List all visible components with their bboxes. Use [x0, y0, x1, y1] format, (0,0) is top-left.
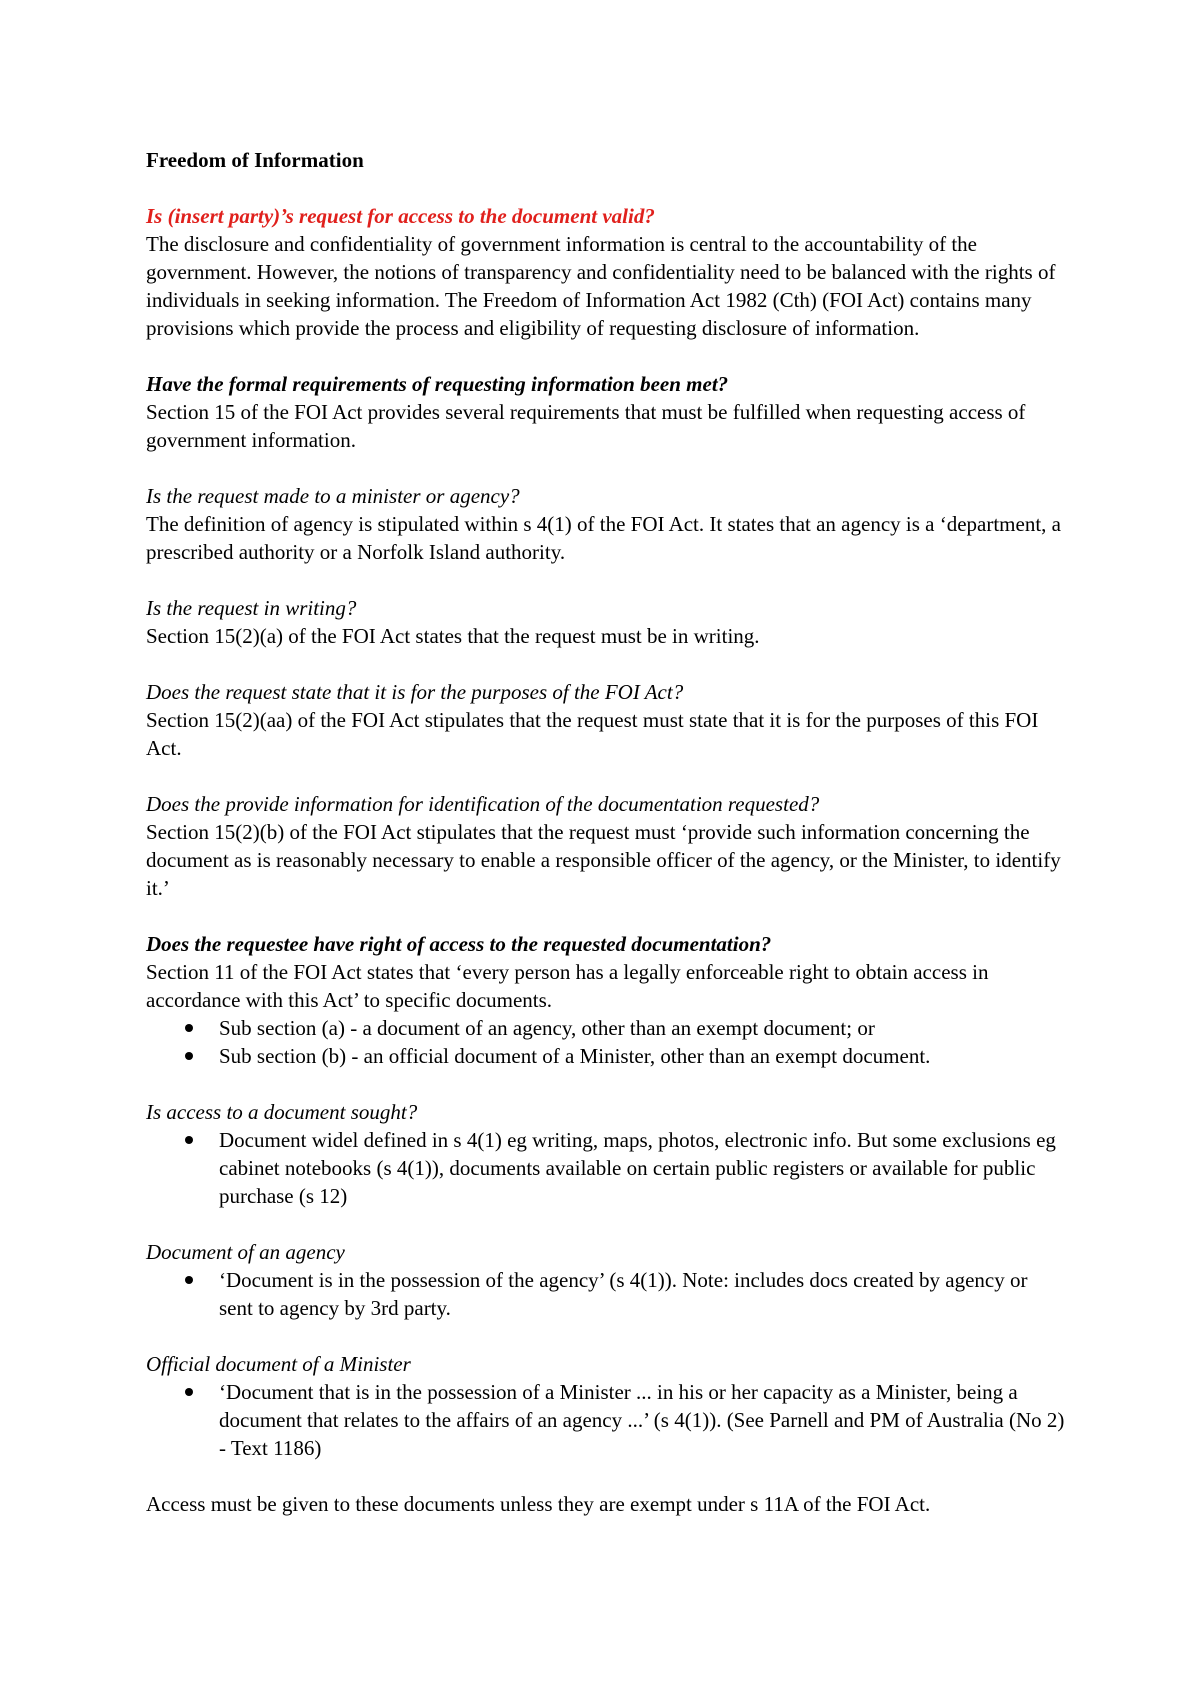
section-request-valid [146, 202, 1066, 342]
bullet-icon [185, 1276, 193, 1284]
section-paragraph: Section 15(2)(b) of the FOI Act stipulates that the request must ‘provide such information concerning the document as is reasonably necessary to enable a responsible officer of the agency, or the Minister, to identify it.’ [146, 820, 1061, 900]
section-identification [146, 790, 1066, 902]
section-in-writing [146, 594, 1066, 650]
section-heading: Is access to a document sought? [146, 1100, 418, 1124]
bullet-icon [185, 1024, 193, 1032]
section-official-document-minister [146, 1350, 1066, 1462]
bullet-icon [185, 1052, 193, 1060]
section-heading: Official document of a Minister [146, 1352, 411, 1376]
section-paragraph: The definition of agency is stipulated within s 4(1) of the FOI Act. It states that an agency is a ‘department, a prescribed authority or a Norfolk Island authority. [146, 512, 1061, 564]
bullet-list [146, 1378, 1066, 1462]
bullet-icon [185, 1136, 193, 1144]
section-paragraph: Section 15(2)(aa) of the FOI Act stipulates that the request must state that it is for the purposes of this FOI Act. [146, 708, 1039, 760]
section-paragraph: Section 15 of the FOI Act provides several requirements that must be fulfilled when requesting access of government information. [146, 400, 1026, 452]
bullet-list [146, 1014, 1066, 1070]
section-heading: Does the provide information for identification of the documentation requested? [146, 792, 820, 816]
list-item [219, 1266, 1066, 1322]
list-item-text: ‘Document is in the possession of the agency’ (s 4(1)). Note: includes docs created by agency or sent to agency by 3rd party. [219, 1268, 1028, 1320]
section-heading: Is (insert party)’s request for access to the document valid? [146, 204, 655, 228]
list-item-text: Document widel defined in s 4(1) eg writing, maps, photos, electronic info. But some exclusions eg cabinet notebooks (s 4(1)), documents available on certain public registers or available for public purchase (s 12) [219, 1128, 1056, 1208]
list-item [219, 1014, 1066, 1042]
bullet-list [146, 1266, 1066, 1322]
section-heading: Is the request in writing? [146, 596, 357, 620]
document-title: Freedom of Information [146, 148, 364, 172]
section-minister-or-agency [146, 482, 1066, 566]
section-right-of-access [146, 930, 1066, 1070]
section-purposes-of-act [146, 678, 1066, 762]
list-item [219, 1378, 1066, 1462]
list-item [219, 1042, 1066, 1070]
list-item-text: Sub section (b) - an official document of a Minister, other than an exempt document. [219, 1044, 931, 1068]
list-item [219, 1126, 1066, 1210]
bullet-icon [185, 1388, 193, 1396]
section-heading: Document of an agency [146, 1240, 345, 1264]
section-document-of-agency [146, 1238, 1066, 1322]
document-body [146, 146, 1066, 1518]
section-paragraph: Section 11 of the FOI Act states that ‘every person has a legally enforceable right to obtain access in accordance with this Act’ to specific documents. [146, 960, 989, 1012]
closing-paragraph: Access must be given to these documents unless they are exempt under s 11A of the FOI Act. [146, 1492, 931, 1516]
section-formal-requirements [146, 370, 1066, 454]
list-item-text: ‘Document that is in the possession of a Minister ... in his or her capacity as a Minister, being a document that relates to the affairs of an agency ...’ (s 4(1)). (See Parnell and PM of Australia (No 2) - Text 1186) [219, 1380, 1065, 1460]
section-heading: Is the request made to a minister or agency? [146, 484, 520, 508]
section-heading: Does the requestee have right of access to the requested documentation? [146, 932, 772, 956]
section-paragraph: Section 15(2)(a) of the FOI Act states that the request must be in writing. [146, 624, 760, 648]
section-heading: Have the formal requirements of requesting information been met? [146, 372, 729, 396]
section-heading: Does the request state that it is for the purposes of the FOI Act? [146, 680, 684, 704]
section-paragraph: The disclosure and confidentiality of government information is central to the accountability of the government. However, the notions of transparency and confidentiality need to be balanced with the rights of individuals in seeking information. The Freedom of Information Act 1982 (Cth) (FOI Act) contains many provisions which provide the process and eligibility of requesting disclosure of information. [146, 232, 1056, 340]
bullet-list [146, 1126, 1066, 1210]
section-access-sought [146, 1098, 1066, 1210]
list-item-text: Sub section (a) - a document of an agency, other than an exempt document; or [219, 1016, 875, 1040]
